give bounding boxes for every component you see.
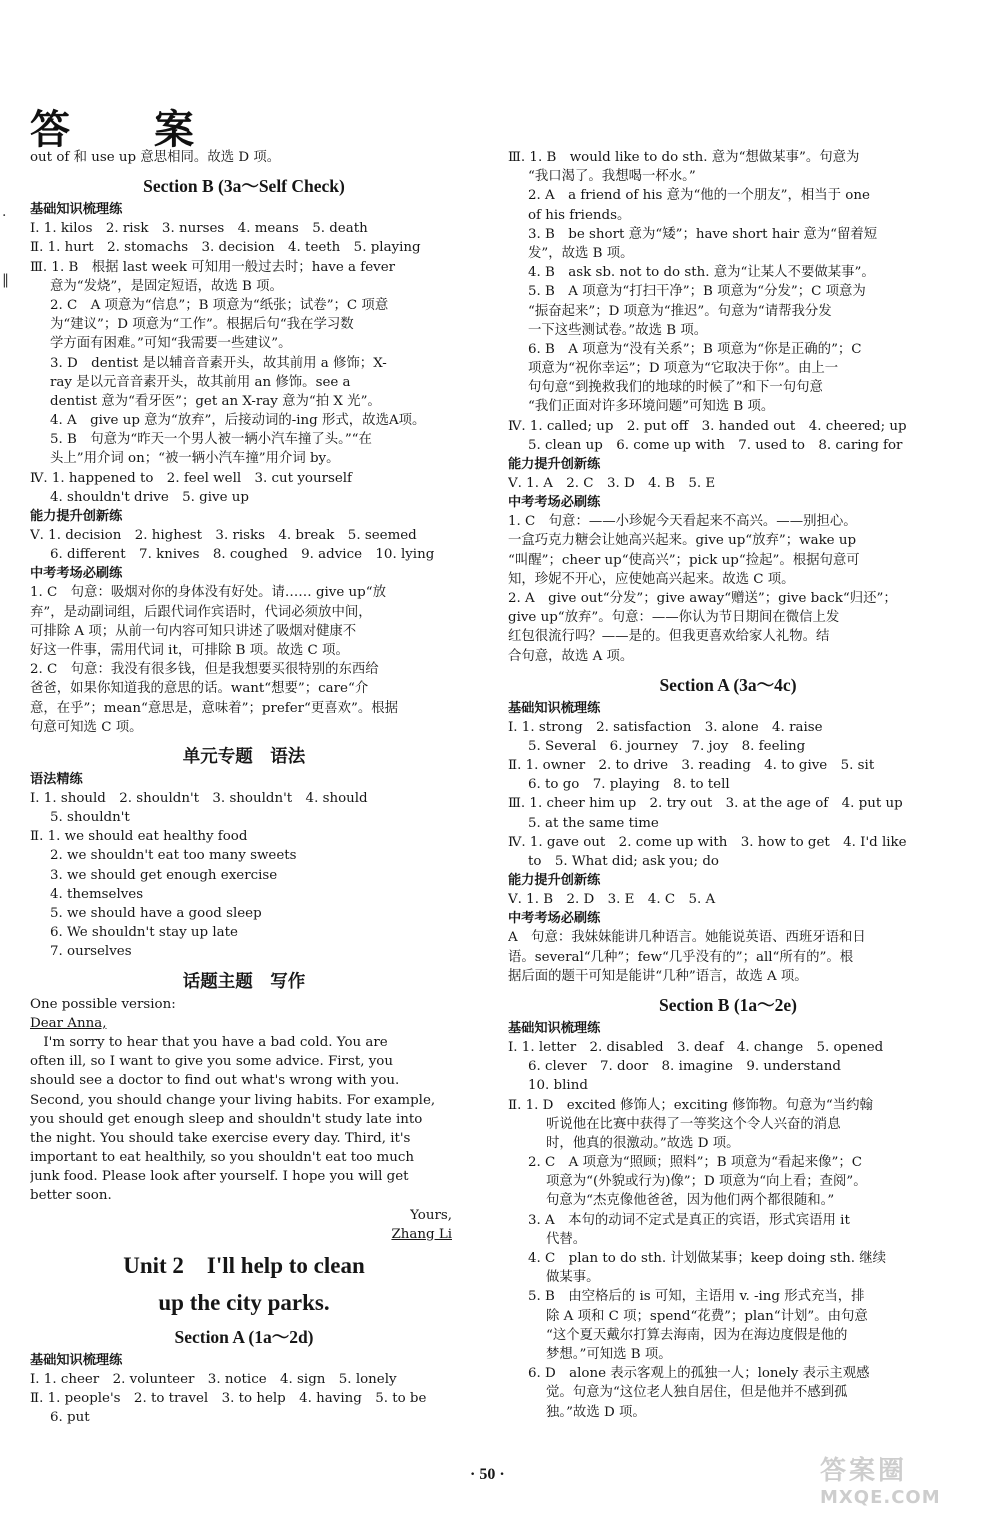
- answer-line: 发”，故选 B 项。: [528, 245, 634, 261]
- right-column: [508, 148, 948, 1422]
- answer-line: Ⅰ. 1. cheer 2. volunteer 3. notice 4. sign 5. lonely: [30, 1372, 397, 1387]
- answer-line: 5. B 由空格后的 is 可知，主语用 v. -ing 形式充当，排: [528, 1289, 865, 1305]
- answer-line: 时，他真的很激动。”故选 D 项。: [546, 1135, 740, 1151]
- answer-line: 独。”故选 D 项。: [546, 1404, 646, 1420]
- answer-line: 3. B be short 意为“矮”；have short hair 意为“留着短: [528, 226, 878, 242]
- answer-line: to 5. What did; ask you; do: [528, 854, 719, 869]
- answer-line: 好这一件事，需用代词 it，可排除 B 项。故选 C 项。: [30, 642, 349, 658]
- answer-line: 2. C A 项意为“照顾；照料”；B 项意为“看起来像”；C: [528, 1155, 862, 1171]
- answer-line: A 句意：我妹妹能讲几种语言。她能说英语、西班牙语和日: [508, 930, 866, 946]
- answer-line: Ⅴ. 1. decision 2. highest 3. risks 4. break 5. seemed: [30, 528, 417, 543]
- answer-line: Ⅰ. 1. kilos 2. risk 3. nurses 4. means 5. death: [30, 221, 368, 237]
- answer-line: junk food. Please look after yourself. I hope you will get: [30, 1169, 409, 1185]
- page-number: · 50 ·: [470, 1466, 505, 1483]
- answer-line: 5. B A 项意为“打扫干净”；B 项意为“分发”；C 项意为: [528, 284, 866, 300]
- answer-line: 1. C 句意：吸烟对你的身体没有好处。请…… give up“放: [30, 585, 386, 601]
- answer-line: Ⅲ. 1. B 根据 last week 可知用一般过去时；have a fever: [30, 259, 396, 275]
- section-heading: 单元专题 语法: [182, 745, 306, 766]
- answer-line: 合句意，故选 A 项。: [508, 648, 634, 664]
- answer-line: 除 A 项和 C 项；spend“花费”；plan“计划”。由句意: [546, 1308, 868, 1324]
- answer-line: 代替。: [546, 1231, 587, 1247]
- answer-line: 6. clever 7. door 8. imagine 9. understand: [528, 1059, 841, 1075]
- subsection-heading: 能力提升创新练: [30, 509, 123, 524]
- answer-line: 意，在乎”；mean“意思是，意味着”；prefer“更喜欢”。根据: [30, 700, 399, 716]
- answer-line: Ⅳ. 1. gave out 2. come up with 3. how to get 4. I'd like: [508, 834, 907, 850]
- answer-line: Ⅱ. 1. hurt 2. stomachs 3. decision 4. teeth 5. playing: [30, 240, 421, 256]
- answer-line: 弃”，是动副词组，后跟代词作宾语时，代词必须放中间，: [30, 604, 372, 620]
- answer-line: the night. You should take exercise every day. Third, it's: [30, 1130, 411, 1146]
- answer-line: 做某事。: [546, 1270, 600, 1286]
- answer-line: 为“建议”；D 项意为“工作”。根据后句“我在学习数: [50, 317, 354, 333]
- watermark-logo: [820, 1450, 990, 1508]
- answer-line: 句意为“杰克像他爸爸，因为他们两个都很随和。”: [546, 1193, 835, 1209]
- answer-line: 觉。句意为“这位老人独自居住，但是他并不感到孤: [546, 1385, 848, 1401]
- answer-line: 5. B 句意为“昨天一个男人被一辆小汽车撞了头。”“在: [50, 432, 372, 448]
- answer-line: 红包很流行吗？——是的。但我更喜欢给家人礼物。结: [508, 629, 830, 645]
- answer-line: dentist 意为“看牙医”；get an X-ray 意为“拍 X 光”。: [50, 393, 381, 409]
- answer-line: 5. at the same time: [528, 815, 659, 831]
- answer-line: 3. A 本句的动词不定式是真正的宾语，形式宾语用 it: [528, 1212, 850, 1228]
- answer-line: Ⅴ. 1. B 2. D 3. E 4. C 5. A: [508, 892, 716, 908]
- answer-line: 6. We shouldn't stay up late: [50, 925, 238, 941]
- margin-mark: ·: [2, 208, 7, 224]
- answer-line: 2. we shouldn't eat too many sweets: [50, 848, 297, 864]
- answer-line: “我们正面对许多环境问题”可知选 B 项。: [528, 399, 775, 415]
- answer-line: 项意为“祝你幸运”；D 项意为“它取决于你”。由上一: [528, 361, 839, 377]
- answer-line: you should get enough sleep and shouldn't study late into: [30, 1111, 423, 1127]
- answer-line: should see a doctor to find out what's wrong with you.: [30, 1073, 400, 1089]
- answer-line: “我口渴了。我想喝一杯水。”: [528, 169, 696, 185]
- answer-line: 4. B ask sb. not to do sth. 意为“让某人不要做某事”。: [528, 265, 875, 281]
- answer-line: 10. blind: [528, 1078, 588, 1094]
- subsection-heading: 基础知识梳理练: [508, 1020, 601, 1036]
- answer-line: 7. ourselves: [50, 944, 132, 960]
- answer-line: Ⅰ. 1. letter 2. disabled 3. deaf 4. change 5. opened: [508, 1039, 884, 1055]
- subsection-heading: 中考考场必刷练: [508, 495, 601, 511]
- answer-line: 项意为“(外貌或行为)像”；D 项意为“向上看；查阅”。: [546, 1174, 867, 1190]
- answer-line: 5. we should have a good sleep: [50, 906, 262, 921]
- watermark-top: 答案圈: [820, 1456, 908, 1486]
- answer-line: Ⅲ. 1. B would like to do sth. 意为“想做某事”。句意为: [508, 150, 860, 165]
- letter-signature: Zhang Li: [391, 1226, 452, 1242]
- answer-line: 2. C A 项意为“信息”；B 项意为“纸张；试卷”；C 项意: [50, 297, 389, 313]
- answer-line: 据后面的题干可知是能讲“几种”语言，故选 A 项。: [508, 968, 808, 984]
- answer-line: 语。several“几种”；few“几乎没有的”；all“所有的”。根: [508, 949, 854, 965]
- answer-line: ray 是以元音音素开头，故其前用 an 修饰。see a: [50, 374, 351, 390]
- answer-line: Ⅴ. 1. A 2. C 3. D 4. B 5. E: [508, 476, 716, 491]
- subsection-heading: 能力提升创新练: [508, 873, 601, 889]
- answer-line: Ⅰ. 1. should 2. shouldn't 3. shouldn't 4. should: [30, 790, 368, 806]
- answer-line: 4. shouldn't drive 5. give up: [50, 489, 249, 505]
- answer-line: give up“放弃”。句意：——你认为节日期间在微信上发: [508, 610, 840, 626]
- subsection-heading: 基础知识梳理练: [508, 700, 601, 716]
- answer-line: 句意可知选 C 项。: [30, 719, 143, 735]
- section-heading: Section B (3a～Self Check): [143, 176, 345, 197]
- answer-line: “振奋起来”；D 项意为“推迟”。句意为“请帮我分发: [528, 303, 832, 319]
- answer-line: 6. to go 7. playing 8. to tell: [528, 777, 730, 793]
- answer-line: Ⅱ. 1. we should eat healthy food: [30, 829, 248, 845]
- answer-line: 3. D dentist 是以辅音音素开头，故其前用 a 修饰；X-: [50, 355, 387, 371]
- answer-line: 意为“发烧”，是固定短语，故选 B 项。: [50, 278, 283, 294]
- answer-line: 2. A a friend of his 意为“他的一个朋友”，相当于 one: [528, 188, 870, 204]
- answer-line: Ⅲ. 1. cheer him up 2. try out 3. at the age of 4. put up: [508, 796, 903, 812]
- answer-line: 听说他在比赛中获得了一等奖这个令人兴奋的消息: [546, 1116, 841, 1132]
- section-heading: Section A (3a～4c): [659, 674, 797, 695]
- letter-closing: Yours,: [410, 1207, 452, 1223]
- answer-line: 6. put: [50, 1410, 90, 1426]
- answer-line: Second, you should change your living habits. For example,: [30, 1092, 436, 1108]
- subsection-heading: 能力提升创新练: [508, 457, 601, 472]
- section-heading: Section B (1a～2e): [658, 994, 798, 1015]
- section-heading: Section A (1a～2d): [174, 1327, 314, 1347]
- answer-line: 4. C plan to do sth. 计划做某事；keep doing sth. 继续: [528, 1251, 887, 1266]
- answer-line: Ⅱ. 1. owner 2. to drive 3. reading 4. to give 5. sit: [508, 758, 875, 774]
- answer-line: 句句意“到挽救我们的地球的时候了”和下一句句意: [528, 380, 823, 396]
- answer-line: important to eat healthily, so you shouldn't eat too much: [30, 1150, 414, 1166]
- answer-line: 5. shouldn't: [50, 810, 130, 826]
- subsection-heading: 中考考场必刷练: [30, 566, 123, 582]
- answer-line: out of 和 use up 意思相同。故选 D 项。: [30, 150, 281, 165]
- answer-line: Ⅱ. 1. D excited 修饰人；exciting 修饰物。句意为“当约翰: [508, 1097, 873, 1113]
- answer-line: 头上”用介词 on；“被一辆小汽车撞”用介词 by。: [50, 451, 340, 467]
- answer-line: Ⅰ. 1. strong 2. satisfaction 3. alone 4. raise: [508, 719, 823, 735]
- answer-line: 学方面有困难。”可知“我需要一些建议”。: [50, 336, 292, 352]
- margin-mark: ‖: [2, 272, 9, 288]
- answer-line: 6. D alone 表示客观上的孤独一人；lonely 表示主观感: [528, 1366, 870, 1382]
- answer-line: “叫醒”；cheer up“使高兴”；pick up“捡起”。根据句意可: [508, 552, 860, 568]
- answer-line: One possible version:: [30, 996, 176, 1012]
- answer-line: 6. B A 项意为“没有关系”；B 项意为“你是正确的”；C: [528, 341, 862, 357]
- subsection-heading: 语法精练: [30, 771, 83, 787]
- subsection-heading: 基础知识梳理练: [30, 202, 123, 218]
- page-title: 答 案: [30, 106, 216, 153]
- answer-line: better soon.: [30, 1188, 112, 1204]
- answer-line: 2. C 句意：我没有很多钱，但是我想要买很特别的东西给: [30, 662, 379, 678]
- letter-salutation: Dear Anna,: [30, 1015, 107, 1031]
- answer-line: 4. themselves: [50, 886, 144, 902]
- answer-line: 1. C 句意：——小珍妮今天看起来不高兴。——别担心。: [508, 514, 857, 530]
- answer-line: 一盒巧克力糖会让她高兴起来。give up“放弃”；wake up: [508, 533, 857, 549]
- answer-line: 爸爸，如果你知道我的意思的话。want“想要”；care“介: [30, 681, 369, 697]
- subsection-heading: 基础知识梳理练: [30, 1353, 123, 1368]
- answer-line: 4. A give up 意为“放弃”，后接动词的-ing 形式，故选A项。: [50, 413, 426, 429]
- answer-line: 梦想。”可知选 B 项。: [546, 1346, 672, 1362]
- answer-line: Ⅱ. 1. people's 2. to travel 3. to help 4. having 5. to be: [30, 1391, 427, 1407]
- answer-line: Ⅳ. 1. called; up 2. put off 3. handed out 4. cheered; up: [508, 418, 907, 434]
- answer-line: “这个夏天戴尔打算去海南，因为在海边度假是他的: [546, 1327, 848, 1343]
- answer-line: 可排除 A 项；从前一句内容可知只讲述了吸烟对健康不: [30, 623, 357, 639]
- answer-line: Ⅳ. 1. happened to 2. feel well 3. cut yourself: [30, 470, 353, 486]
- answer-line: often ill, so I want to give you some advice. First, you: [30, 1054, 393, 1070]
- answer-line: 知，珍妮不开心，应使她高兴起来。故选 C 项。: [508, 571, 795, 587]
- answer-line: 2. A give out“分发”；give away“赠送”；give back“归还”；: [508, 590, 897, 606]
- answer-line: 5. clean up 6. come up with 7. used to 8. caring for: [528, 437, 903, 453]
- subsection-heading: 中考考场必刷练: [508, 911, 601, 927]
- watermark-bottom: MXQE.COM: [820, 1487, 941, 1508]
- answer-line: 一下这些测试卷。”故选 B 项。: [528, 322, 708, 338]
- answer-line: 6. different 7. knives 8. coughed 9. advice 10. lying: [50, 547, 435, 563]
- answer-line: I'm sorry to hear that you have a bad cold. You are: [30, 1034, 388, 1050]
- answer-line: 5. Several 6. journey 7. joy 8. feeling: [528, 738, 806, 754]
- unit-heading: up the city parks.: [158, 1290, 330, 1315]
- left-column: [30, 148, 458, 1428]
- answer-line: 3. we should get enough exercise: [50, 867, 278, 883]
- section-heading: 话题主题 写作: [182, 970, 306, 991]
- answer-line: of his friends。: [528, 207, 631, 223]
- unit-heading: Unit 2 I'll help to clean: [123, 1253, 365, 1278]
